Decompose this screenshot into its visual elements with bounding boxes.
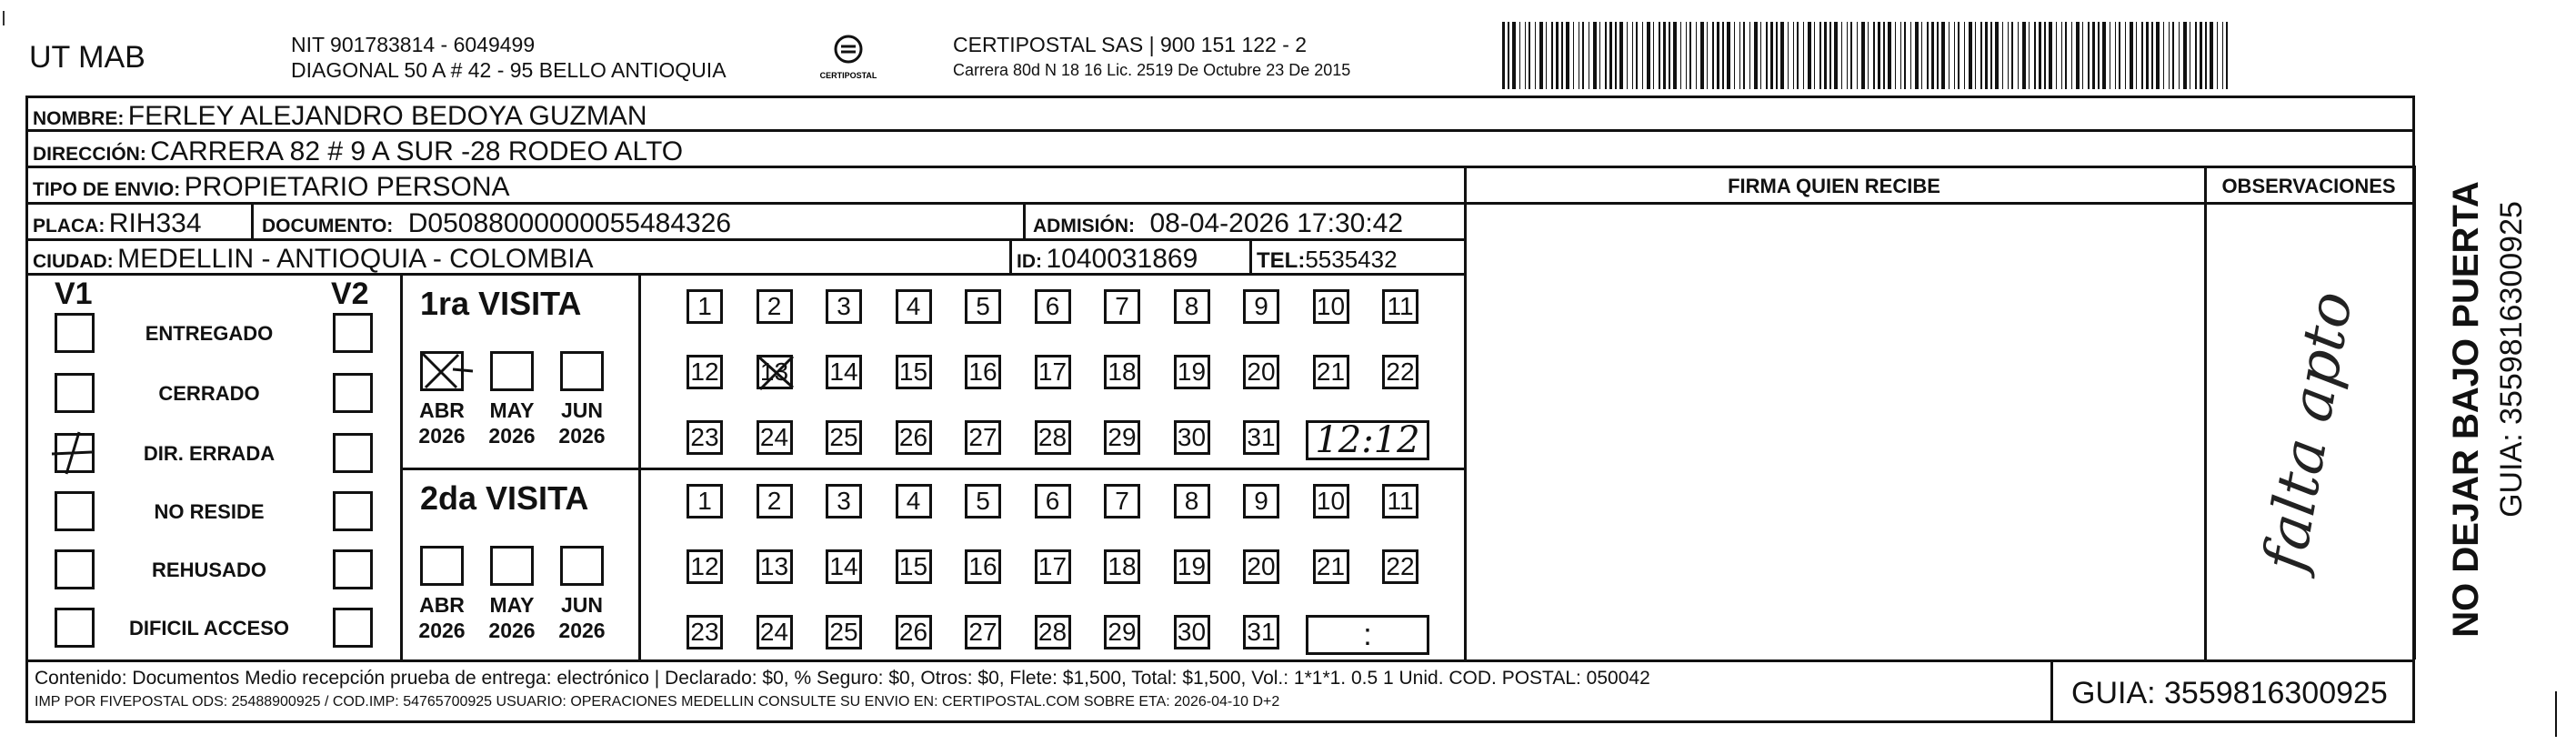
day-box[interactable]: 23 xyxy=(687,615,723,649)
day-box[interactable]: 10 xyxy=(1313,289,1349,324)
day-box[interactable]: 22 xyxy=(1382,355,1418,389)
day-box[interactable]: 12 xyxy=(687,355,723,389)
v2-checkbox[interactable] xyxy=(333,313,373,353)
day-box[interactable]: 11 xyxy=(1382,484,1418,518)
ciudad-value: MEDELLIN - ANTIOQUIA - COLOMBIA xyxy=(117,244,594,274)
day-box[interactable]: 31 xyxy=(1243,420,1279,455)
day-box[interactable]: 3 xyxy=(826,289,862,324)
day-box[interactable]: 6 xyxy=(1035,289,1071,324)
day-box[interactable]: 22 xyxy=(1382,549,1418,584)
day-box[interactable]: 2 xyxy=(757,289,793,324)
observaciones-header: OBSERVACIONES xyxy=(2221,175,2396,197)
footer-guia: GUIA: 3559816300925 xyxy=(2071,676,2388,710)
day-box[interactable]: 4 xyxy=(896,484,932,518)
day-box[interactable]: 21 xyxy=(1313,549,1349,584)
day-box[interactable]: 7 xyxy=(1104,484,1140,518)
day-box[interactable]: 5 xyxy=(965,289,1001,324)
month-label: JUN xyxy=(560,593,603,617)
day-box[interactable]: 14 xyxy=(826,355,862,389)
year-label: 2026 xyxy=(418,619,466,642)
tel-row xyxy=(1257,247,1398,272)
day-box[interactable]: 24 xyxy=(757,615,793,649)
day-box[interactable]: 31 xyxy=(1243,615,1279,649)
nombre-row xyxy=(33,103,647,130)
documento-value: D05088000000055484326 xyxy=(407,208,732,238)
day-box[interactable]: 5 xyxy=(965,484,1001,518)
observaciones-area[interactable] xyxy=(2204,202,2413,659)
firma-header: FIRMA QUIEN RECIBE xyxy=(1728,175,1940,197)
sender-address: DIAGONAL 50 A # 42 - 95 BELLO ANTIOQUIA xyxy=(291,58,727,82)
day-box[interactable]: 15 xyxy=(896,355,932,389)
month-checkbox[interactable] xyxy=(560,546,604,586)
day-box[interactable]: 1 xyxy=(687,289,723,324)
day-box[interactable]: 4 xyxy=(896,289,932,324)
day-box[interactable]: 25 xyxy=(826,615,862,649)
month-label: MAY xyxy=(489,398,535,422)
year-label: 2026 xyxy=(488,619,536,642)
month-label: ABR xyxy=(419,398,465,422)
v1-checkbox[interactable] xyxy=(55,313,95,353)
day-box[interactable]: 9 xyxy=(1243,289,1279,324)
month-checkbox[interactable] xyxy=(420,546,464,586)
placa-row xyxy=(33,210,202,237)
placa-label: PLACA: xyxy=(33,216,105,237)
footer-imp: IMP POR FIVEPOSTAL ODS: 25488900925 / COD.IMP: 54765700925 USUARIO: OPERACIONES MEDELLIN CONSULTE SU ENVIO EN: CERTIPOSTAL.COM SOBRE ETA: 2026-04-10 D+2 xyxy=(35,694,1280,710)
v2-label: V2 xyxy=(331,277,369,311)
month-label: JUN xyxy=(560,398,603,422)
day-box[interactable]: 27 xyxy=(965,420,1001,455)
tel-label: TEL: xyxy=(1257,248,1306,273)
day-box[interactable]: 12 xyxy=(687,549,723,584)
ciudad-label: CIUDAD: xyxy=(33,251,114,272)
side-guia: GUIA: 3559816300925 xyxy=(2494,201,2529,518)
tel-value: 5535432 xyxy=(1305,246,1398,273)
day-box[interactable]: 16 xyxy=(965,355,1001,389)
v1-checkbox[interactable] xyxy=(55,549,95,589)
day-box[interactable]: 30 xyxy=(1174,420,1210,455)
month-checkbox[interactable] xyxy=(490,351,534,391)
day-box[interactable]: 29 xyxy=(1104,615,1140,649)
day-box[interactable]: 27 xyxy=(965,615,1001,649)
day-box[interactable]: 11 xyxy=(1382,289,1418,324)
day-box[interactable]: 2 xyxy=(757,484,793,518)
time-box[interactable]: 12:12 xyxy=(1306,420,1429,460)
day-box[interactable]: 9 xyxy=(1243,484,1279,518)
month-checkbox[interactable] xyxy=(420,351,464,391)
day-box[interactable]: 26 xyxy=(896,420,932,455)
company-text: CERTIPOSTAL SAS | 900 151 122 - 2 xyxy=(953,33,1308,56)
documento-row xyxy=(262,210,731,237)
nombre-value: FERLEY ALEJANDRO BEDOYA GUZMAN xyxy=(127,101,647,131)
day-box[interactable]: 28 xyxy=(1035,420,1071,455)
ut-label: UT MAB xyxy=(29,40,145,75)
license-text: Carrera 80d N 18 16 Lic. 2519 De Octubre 23 De 2015 xyxy=(953,61,1351,79)
nombre-label: NOMBRE: xyxy=(33,108,125,129)
v1-checkbox[interactable] xyxy=(55,491,95,531)
signature-area[interactable] xyxy=(1464,202,2204,659)
documento-label: DOCUMENTO: xyxy=(262,216,394,237)
ciudad-row xyxy=(33,246,594,273)
day-box[interactable]: 13 xyxy=(757,549,793,584)
day-box[interactable]: 6 xyxy=(1035,484,1071,518)
id-label: ID: xyxy=(1017,251,1042,272)
day-box[interactable]: 19 xyxy=(1174,355,1210,389)
day-box[interactable]: 29 xyxy=(1104,420,1140,455)
day-box[interactable]: 18 xyxy=(1104,355,1140,389)
admision-label: ADMISIÓN: xyxy=(1033,216,1135,237)
direccion-label: DIRECCIÓN: xyxy=(33,144,146,165)
day-box[interactable]: 15 xyxy=(896,549,932,584)
day-box[interactable]: 8 xyxy=(1174,289,1210,324)
handwritten-note: falta apto xyxy=(2250,286,2367,577)
id-value: 1040031869 xyxy=(1046,244,1198,274)
day-box[interactable]: 21 xyxy=(1313,355,1349,389)
status-option-label: NO RESIDE xyxy=(154,500,265,523)
tipo-value: PROPIETARIO PERSONA xyxy=(184,172,510,202)
day-box[interactable]: 14 xyxy=(826,549,862,584)
v1-checkbox[interactable] xyxy=(55,608,95,648)
footer-contenido: Contenido: Documentos Medio recepción prueba de entrega: electrónico | Declarado: $0, % Seguro: $0, Otros: $0, Flete: $1,500, Total: $1,500, Vol.: 1*1*1. 0.5 1 Unid. COD. POSTAL: 050042 xyxy=(35,668,1650,689)
day-box[interactable]: 1 xyxy=(687,484,723,518)
admision-value: 08-04-2026 17:30:42 xyxy=(1149,208,1404,238)
status-option-label: ENTREGADO xyxy=(145,322,274,345)
day-box[interactable]: 20 xyxy=(1243,355,1279,389)
year-label: 2026 xyxy=(418,424,466,448)
nit-text: NIT 901783814 - 6049499 xyxy=(291,33,536,56)
v1-label: V1 xyxy=(55,277,93,311)
visit-title: 2da VISITA xyxy=(420,479,589,517)
v2-checkbox[interactable] xyxy=(333,491,373,531)
placa-value: RIH334 xyxy=(108,208,202,238)
side-warning: NO DEJAR BAJO PUERTA xyxy=(2446,181,2486,638)
month-checkbox[interactable] xyxy=(560,351,604,391)
day-box[interactable]: 25 xyxy=(826,420,862,455)
year-label: 2026 xyxy=(558,619,606,642)
v1-checkbox[interactable] xyxy=(55,433,95,473)
v2-checkbox[interactable] xyxy=(333,608,373,648)
month-label: ABR xyxy=(419,593,465,617)
day-box[interactable]: 17 xyxy=(1035,549,1071,584)
day-box[interactable]: 10 xyxy=(1313,484,1349,518)
day-box[interactable]: 7 xyxy=(1104,289,1140,324)
certipostal-logo xyxy=(817,31,880,86)
day-box[interactable]: 28 xyxy=(1035,615,1071,649)
day-box[interactable]: 19 xyxy=(1174,549,1210,584)
day-box[interactable]: 18 xyxy=(1104,549,1140,584)
direccion-row xyxy=(33,138,683,166)
day-box[interactable]: 26 xyxy=(896,615,932,649)
v2-checkbox[interactable] xyxy=(333,433,373,473)
barcode xyxy=(1502,22,2230,89)
status-option-label: REHUSADO xyxy=(152,559,266,581)
tipo-label: TIPO DE ENVIO: xyxy=(33,179,181,200)
day-box[interactable]: 13 xyxy=(757,355,793,389)
logo-text: CERTIPOSTAL xyxy=(819,71,877,80)
status-option-label: CERRADO xyxy=(158,382,260,405)
month-checkbox[interactable] xyxy=(490,546,534,586)
tipo-row xyxy=(33,174,510,201)
month-label: MAY xyxy=(489,593,535,617)
admision-row xyxy=(1033,210,1403,237)
day-box[interactable]: 20 xyxy=(1243,549,1279,584)
v1-checkbox[interactable] xyxy=(55,373,95,413)
day-box[interactable]: 3 xyxy=(826,484,862,518)
day-box[interactable]: 16 xyxy=(965,549,1001,584)
day-box[interactable]: 23 xyxy=(687,420,723,455)
year-label: 2026 xyxy=(558,424,606,448)
day-box[interactable]: 30 xyxy=(1174,615,1210,649)
status-option-label: DIR. ERRADA xyxy=(143,442,276,465)
direccion-value: CARRERA 82 # 9 A SUR -28 RODEO ALTO xyxy=(150,136,684,166)
time-box[interactable]: : xyxy=(1306,615,1429,655)
year-label: 2026 xyxy=(488,424,536,448)
v2-checkbox[interactable] xyxy=(333,549,373,589)
day-box[interactable]: 17 xyxy=(1035,355,1071,389)
id-row xyxy=(1017,246,1198,273)
v2-checkbox[interactable] xyxy=(333,373,373,413)
day-box[interactable]: 8 xyxy=(1174,484,1210,518)
visit-title: 1ra VISITA xyxy=(420,285,582,322)
status-option-label: DIFICIL ACCESO xyxy=(128,617,289,639)
day-box[interactable]: 24 xyxy=(757,420,793,455)
